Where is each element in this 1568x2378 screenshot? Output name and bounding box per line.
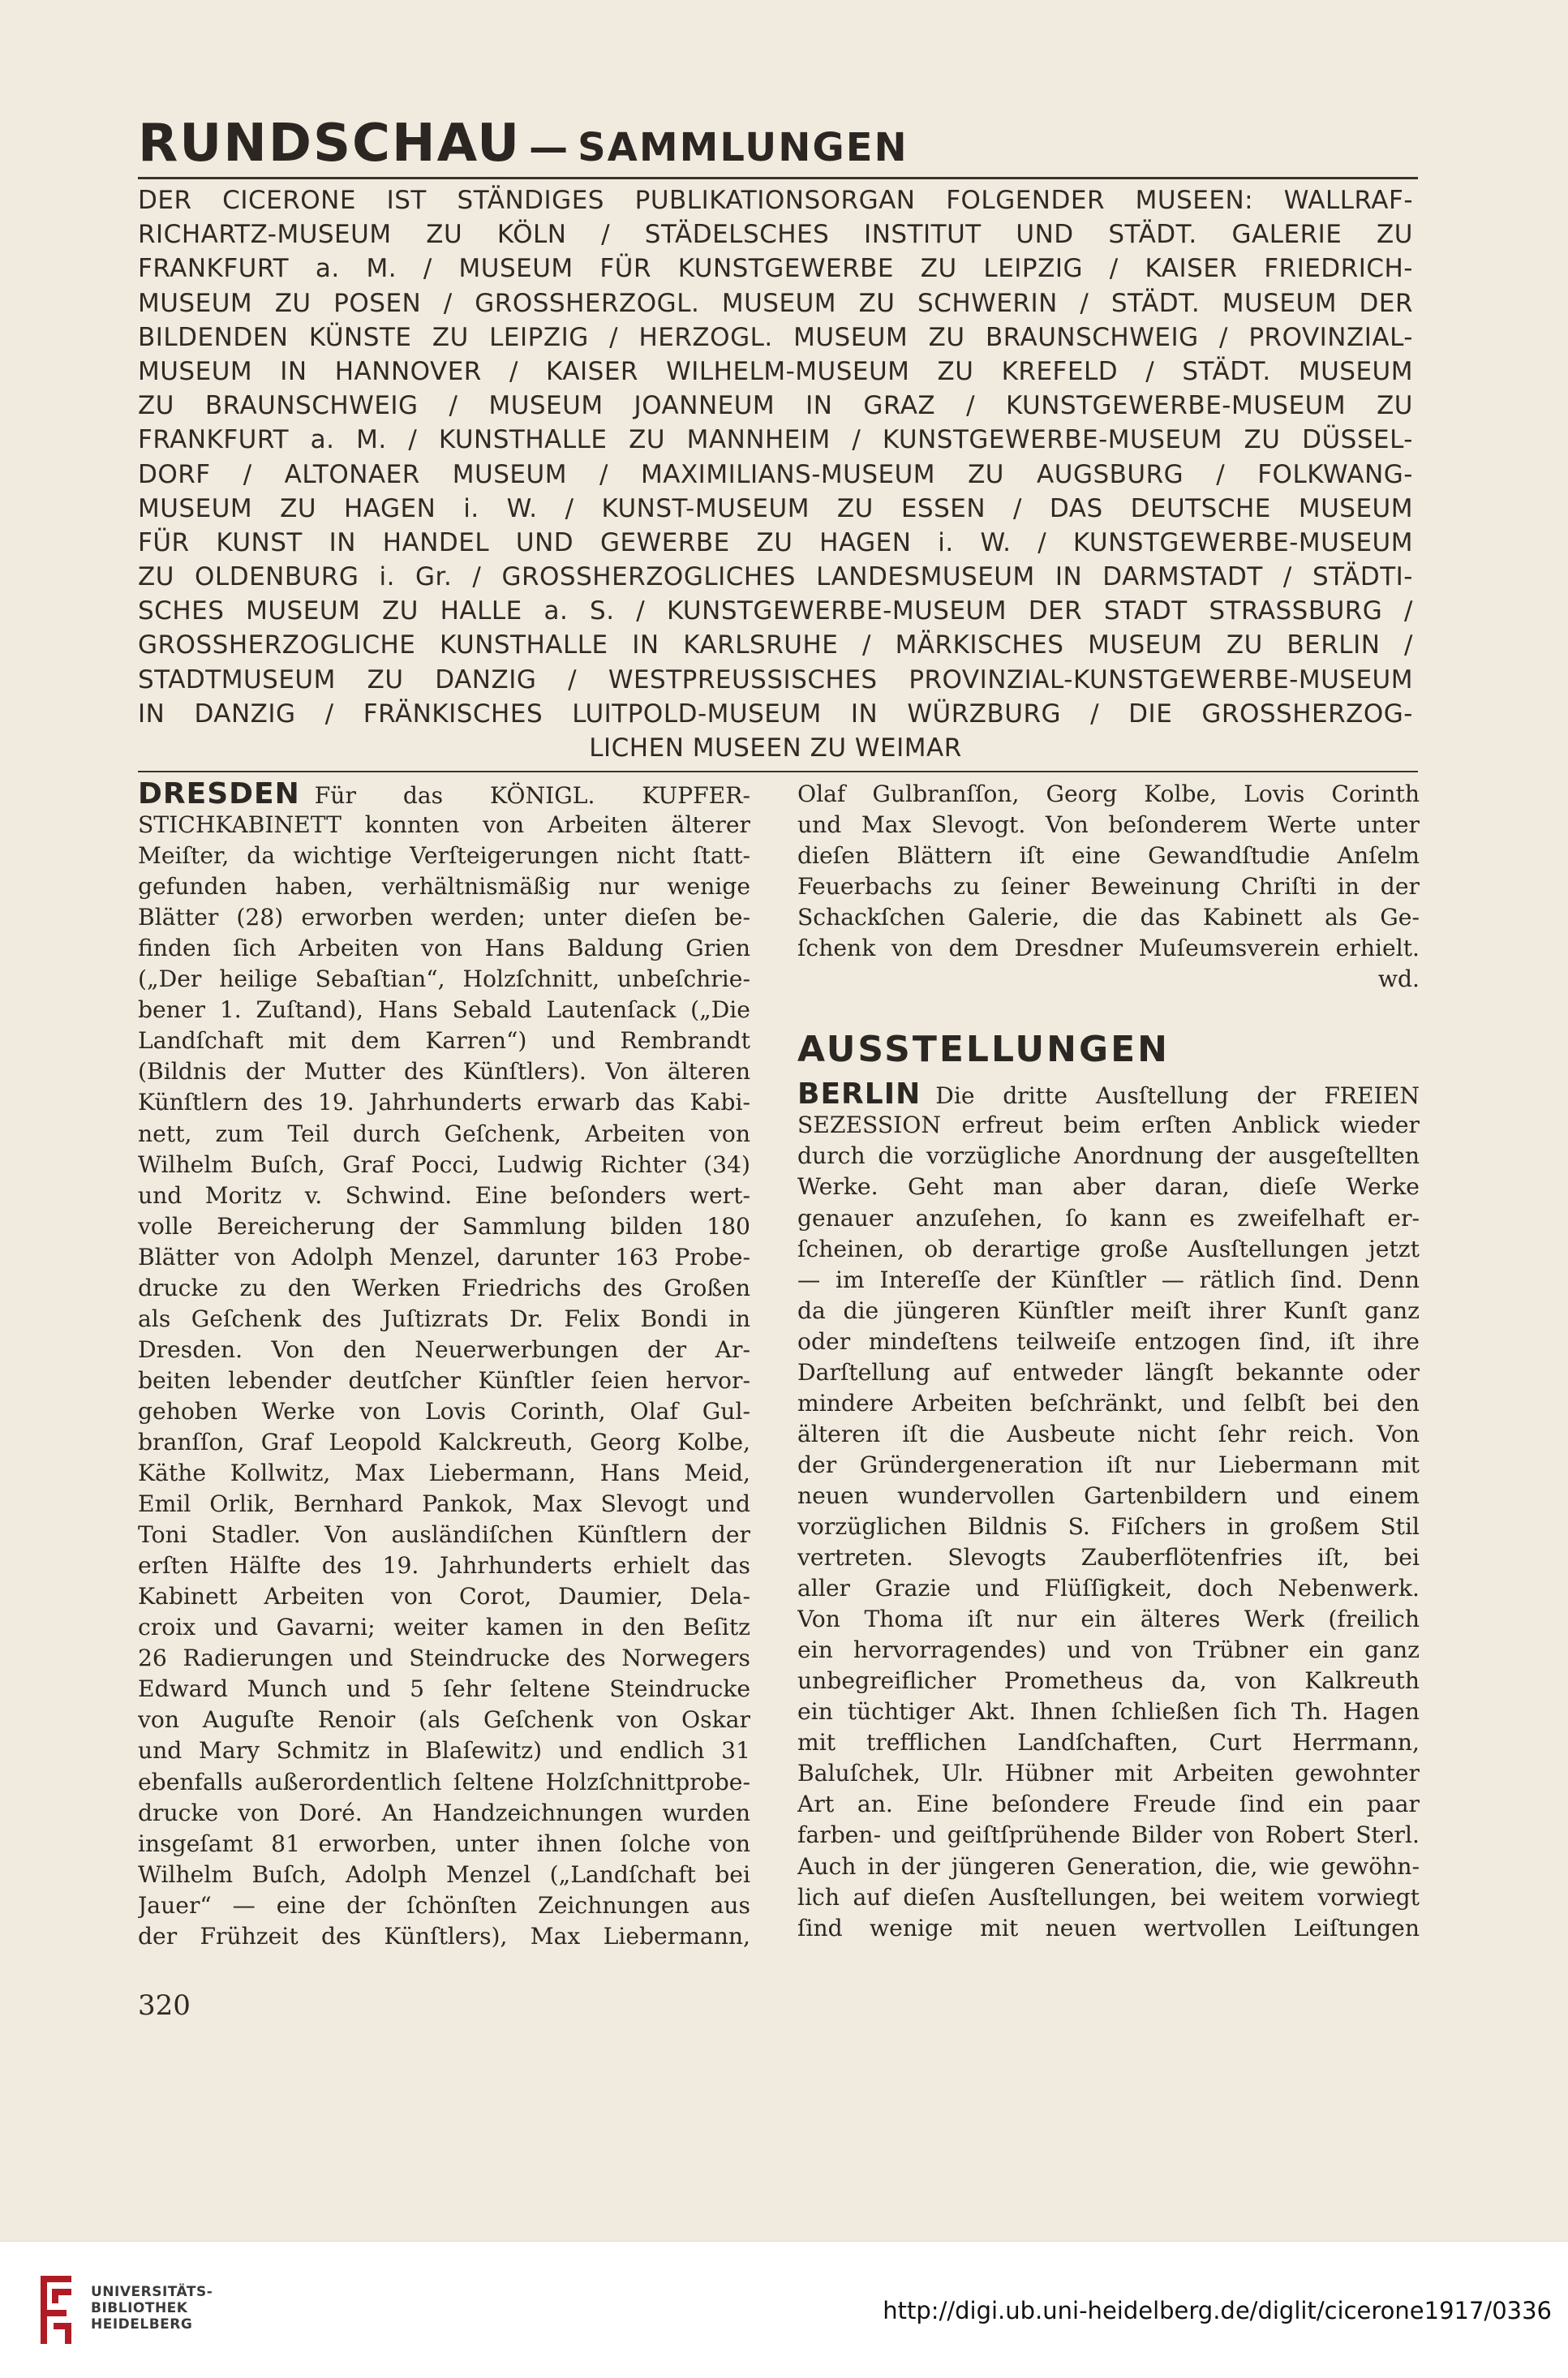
museums-line-14: STADTMUSEUM ZU DANZIG / WESTPREUSSISCHES PROVINZIAL-KUNSTGEWERBE-MUSEUM (138, 664, 1413, 694)
source-url[interactable]: http://digi.ub.uni-heidelberg.de/diglit/cicerone1917/0336 (883, 2297, 1552, 2324)
left-line-17: als Geſchenk des Juſtizrats Dr. Felix Bondi in (138, 1305, 750, 1332)
right-line-19: unbegreiflicher Prometheus da, von Kalkreuth (797, 1667, 1420, 1695)
museums-line-11: ZU OLDENBURG i. Gr. / GROSSHERZOGLICHES LANDESMUSEUM IN DARMSTADT / STÄDTI- (138, 562, 1413, 592)
museums-line-10: FÜR KUNST IN HANDEL UND GEWERBE ZU HAGEN i. W. / KUNSTGEWERBE-MUSEUM (138, 527, 1413, 557)
left-line-32: ebenfalls außerordentlich ſeltene Holzſchnittprobe- (138, 1768, 750, 1795)
left-line-2: Meiſter, da wichtige Verſteigerungen nicht ſtatt- (138, 842, 750, 870)
museums-line-12: SCHES MUSEUM ZU HALLE a. S. / KUNSTGEWERBE-MUSEUM DER STADT STRASSBURG / (138, 596, 1413, 626)
logo-line-3: HEIDELBERG (91, 2316, 193, 2333)
left-line-10: Künſtlern des 19. Jahrhunderts erwarb das Kabi- (138, 1089, 750, 1116)
left-line-12: Wilhelm Buſch, Graf Pocci, Ludwig Richter (34) (138, 1150, 750, 1178)
left-line-14: volle Bereicherung der Sammlung bilden 180 (138, 1212, 750, 1240)
left-column (138, 779, 750, 1952)
left-line-9: (Bildnis der Mutter des Künſtlers). Von älteren (138, 1058, 750, 1086)
museums-line-16: LICHEN MUSEEN ZU WEIMAR (589, 733, 962, 763)
left-line-27: croix und Gavarni; weiter kamen in den Beſitz (138, 1614, 750, 1641)
left-line-37: der Frühzeit des Künſtlers), Max Liebermann, (138, 1922, 750, 1950)
right-line-9: Darſtellung auf entweder längſt bekannte oder (797, 1358, 1420, 1386)
right-line-17: Von Thoma iſt nur ein älteres Werk (freilich (797, 1606, 1420, 1633)
museums-line-15: IN DANZIG / FRÄNKISCHES LUITPOLD-MUSEUM IN WÜRZBURG / DIE GROSSHERZOG- (138, 699, 1413, 729)
left-line-5: finden ſich Arbeiten von Hans Baldung Grien (138, 935, 750, 962)
museums-line-4: BILDENDEN KÜNSTE ZU LEIPZIG / HERZOGL. MUSEUM ZU BRAUNSCHWEIG / PROVINZIAL- (138, 322, 1413, 352)
library-logo-text (91, 2284, 213, 2333)
right-top-line-0: Olaf Gulbranſſon, Georg Kolbe, Lovis Corinth (797, 780, 1420, 807)
right-line-8: oder mindeſtens teilweiſe entzogen ſind, iſt ihre (797, 1327, 1420, 1355)
left-line-21: branſſon, Graf Leopold Kalckreuth, Georg Kolbe, (138, 1428, 750, 1456)
right-line-10: mindere Arbeiten beſchränkt, und ſelbſt bei den (797, 1389, 1420, 1417)
left-line-22: Käthe Kollwitz, Max Liebermann, Hans Meid, (138, 1460, 750, 1487)
right-line-14: vorzüglichen Bildnis S. Fiſchers in großem Stil (797, 1512, 1420, 1540)
right-line-16: aller Grazie und Flüſſigkeit, doch Nebenwerk. (797, 1575, 1420, 1602)
right-line-1: SEZESSION erfreut beim erſten Anblick wieder (797, 1112, 1420, 1139)
right-line-27: ſind wenige mit neuen wertvollen Leiſtungen (797, 1914, 1420, 1942)
museums-line-13: GROSSHERZOGLICHE KUNSTHALLE IN KARLSRUHE / MÄRKISCHES MUSEUM ZU BERLIN / (138, 630, 1413, 660)
left-line-19: beiten lebender deutſcher Künſtler ſeien hervor- (138, 1366, 750, 1394)
right-line-26: lich auf dieſen Ausſtellungen, bei weitem vorwiegt (797, 1883, 1420, 1911)
right-line-5: ſcheinen, ob derartige große Ausſtellungen jetzt (797, 1235, 1420, 1262)
right-column (797, 779, 1420, 1944)
museums-line-0: DER CICERONE IST STÄNDIGES PUBLIKATIONSORGAN FOLGENDER MUSEEN: WALLRAF- (138, 186, 1413, 215)
left-line-24: Toni Stadler. Von ausländiſchen Künſtlern der (138, 1521, 750, 1549)
left-line-29: Edward Munch und 5 ſehr ſeltene Steindrucke (138, 1675, 750, 1703)
title-main: RUNDSCHAU (138, 114, 522, 174)
left-line-26: Kabinett Arbeiten von Corot, Daumier, Dela- (138, 1583, 750, 1610)
left-line-16: drucke zu den Werken Friedrichs des Großen (138, 1274, 750, 1301)
left-first-line (138, 779, 750, 810)
museums-list (138, 183, 1413, 765)
library-logo-icon (34, 2273, 78, 2347)
runhead-berlin: BERLIN (797, 1079, 921, 1111)
left-line-34: insgeſamt 81 erworben, unter ihnen ſolche von (138, 1830, 750, 1857)
right-line-24: farben- und geiſtſprühende Bilder von Robert Sterl. (797, 1821, 1420, 1849)
right-berlin-line (797, 1079, 1420, 1110)
museums-line-2: FRANKFURT a. M. / MUSEUM FÜR KUNSTGEWERBE ZU LEIPZIG / KAISER FRIEDRICH- (138, 254, 1413, 284)
right-top-line-5: ſchenk von dem Dresdner Muſeumsverein erhielt. (797, 935, 1420, 962)
left-line-11: nett, zum Teil durch Geſchenk, Arbeiten von (138, 1120, 750, 1147)
right-line-11: älteren iſt die Ausbeute nicht ſehr reich. Von (797, 1420, 1420, 1447)
left-line-35: Wilhelm Buſch, Adolph Menzel („Landſchaft bei (138, 1860, 750, 1888)
left-line-0: Für das KÖNIGL. KUPFER- (314, 782, 750, 809)
right-line-7: da die jüngeren Künſtler meiſt ihrer Kunſt ganz (797, 1297, 1420, 1324)
logo-line-1: UNIVERSITÄTS- (91, 2284, 213, 2300)
right-line-4: genauer anzuſehen, ſo kann es zweifelhaft er- (797, 1204, 1420, 1232)
museums-line-8: DORF / ALTONAER MUSEUM / MAXIMILIANS-MUSEUM ZU AUGSBURG / FOLKWANG- (138, 459, 1413, 489)
title-sub: SAMMLUNGEN (578, 125, 909, 170)
right-line-20: ein tüchtiger Akt. Ihnen ſchließen ſich Th. Hagen (797, 1698, 1420, 1726)
left-line-33: drucke von Doré. An Handzeichnungen wurden (138, 1799, 750, 1826)
right-line-3: Werke. Geht man aber daran, dieſe Werke (797, 1173, 1420, 1201)
right-line-0: Die dritte Ausſtellung der FREIEN (935, 1082, 1420, 1110)
museums-line-9: MUSEUM ZU HAGEN i. W. / KUNST-MUSEUM ZU ESSEN / DAS DEUTSCHE MUSEUM (138, 493, 1413, 523)
museums-line-5: MUSEUM IN HANNOVER / KAISER WILHELM-MUSEUM ZU KREFELD / STÄDT. MUSEUM (138, 356, 1413, 386)
left-line-6: („Der heilige Sebaſtian“, Holzſchnitt, unbeſchrie- (138, 965, 750, 993)
left-line-31: und Mary Schmitz in Blaſewitz) und endlich 31 (138, 1737, 750, 1765)
museums-line-3: MUSEUM ZU POSEN / GROSSHERZOGL. MUSEUM ZU SCHWERIN / STÄDT. MUSEUM DER (138, 288, 1413, 318)
museums-line-1: RICHARTZ-MUSEUM ZU KÖLN / STÄDELSCHES INSTITUT UND STÄDT. GALERIE ZU (138, 220, 1413, 250)
right-line-22: Baluſchek, Ulr. Hübner mit Arbeiten gewohnter (797, 1760, 1420, 1787)
right-line-13: neuen wundervollen Gartenbildern und einem (797, 1481, 1420, 1509)
logo-line-2: BIBLIOTHEK (91, 2300, 188, 2316)
left-line-18: Dresden. Von den Neuerwerbungen der Ar- (138, 1335, 750, 1363)
title-separator: — (529, 125, 570, 170)
left-line-15: Blätter von Adolph Menzel, darunter 163 Probe- (138, 1243, 750, 1271)
museums-line-7: FRANKFURT a. M. / KUNSTHALLE ZU MANNHEIM / KUNSTGEWERBE-MUSEUM ZU DÜSSEL- (138, 425, 1413, 455)
right-line-23: Art an. Eine beſondere Freude ſind ein paar (797, 1791, 1420, 1818)
section-title-ausstellungen: AUSSTELLUNGEN (797, 1029, 1170, 1071)
left-line-23: Emil Orlik, Bernhard Pankok, Max Slevogt und (138, 1490, 750, 1518)
left-line-1: STICHKABINETT konnten von Arbeiten älterer (138, 811, 750, 839)
signature: wd. (1377, 965, 1420, 993)
left-line-3: gefunden haben, verhältnismäßig nur wenige (138, 873, 750, 901)
right-top-line-2: dieſen Blättern iſt eine Gewandſtudie Anſelm (797, 842, 1420, 870)
left-line-20: gehoben Werke von Lovis Corinth, Olaf Gul- (138, 1397, 750, 1425)
right-line-12: der Gründergeneration iſt nur Liebermann mit (797, 1451, 1420, 1478)
museums-rule (138, 771, 1418, 772)
left-line-30: von Auguſte Renoir (als Geſchenk von Oskar (138, 1706, 750, 1734)
right-line-18: ein hervorragendes) und von Trübner ein ganz (797, 1636, 1420, 1664)
left-line-7: bener 1. Zuſtand), Hans Sebald Lautenſack („Die (138, 996, 750, 1024)
left-line-13: und Moritz v. Schwind. Eine beſonders wert- (138, 1181, 750, 1209)
right-top-line-4: Schackſchen Galerie, die das Kabinett als Ge- (797, 904, 1420, 931)
right-line-2: durch die vorzügliche Anordnung der ausgeſtellten (797, 1142, 1420, 1170)
left-line-4: Blätter (28) erworben werden; unter dieſen be- (138, 904, 750, 931)
right-top-line-3: Feuerbachs zu ſeiner Beweinung Chriſti in der (797, 873, 1420, 901)
right-line-25: Auch in der jüngeren Generation, die, wie gewöhn- (797, 1852, 1420, 1880)
runhead-dresden: DRESDEN (138, 779, 300, 811)
left-line-28: 26 Radierungen und Steindrucke des Norwegers (138, 1645, 750, 1672)
header-rule (138, 177, 1418, 179)
footer-bar (0, 2241, 1568, 2378)
museums-line-6: ZU BRAUNSCHWEIG / MUSEUM JOANNEUM IN GRAZ / KUNSTGEWERBE-MUSEUM ZU (138, 391, 1413, 421)
page-title (138, 114, 909, 174)
left-line-8: Landſchaft mit dem Karren“) und Rembrandt (138, 1027, 750, 1055)
right-top-line-1: und Max Slevogt. Von beſonderem Werte unter (797, 811, 1420, 839)
right-line-15: vertreten. Slevogts Zauberflötenfries iſt, bei (797, 1544, 1420, 1572)
page-number: 320 (138, 1989, 191, 2022)
left-line-25: erſten Hälfte des 19. Jahrhunderts erhielt das (138, 1552, 750, 1580)
right-line-6: — im Intereſſe der Künſtler — rätlich ſind. Denn (797, 1266, 1420, 1293)
right-line-21: mit trefflichen Landſchaften, Curt Herrmann, (797, 1729, 1420, 1757)
left-line-36: Jauer“ — eine der ſchönſten Zeichnungen aus (138, 1891, 750, 1919)
